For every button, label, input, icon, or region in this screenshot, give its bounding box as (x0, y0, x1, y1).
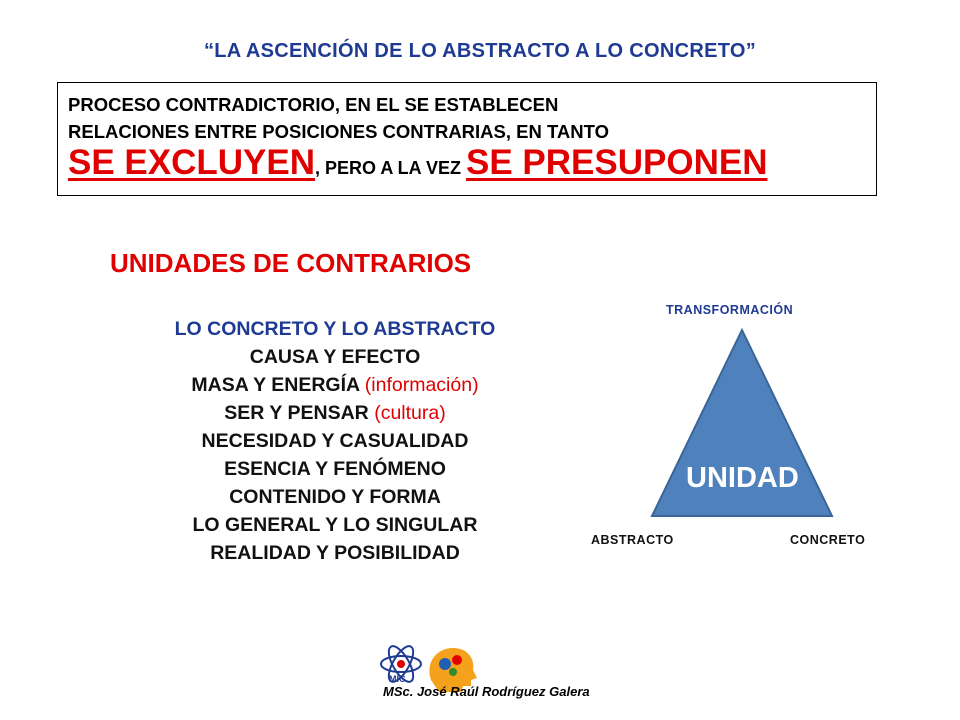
triangle-right-label: CONCRETO (790, 533, 866, 547)
pair-item (120, 371, 550, 399)
paren-close: ) (472, 374, 479, 396)
pair-item: REALIDAD Y POSIBILIDAD (210, 542, 460, 564)
connector-text: , PERO A LA VEZ (315, 158, 467, 178)
triangle-top-label: TRANSFORMACIÓN (666, 303, 794, 317)
paren-open: ( (374, 402, 381, 424)
se-excluyen-text: SE EXCLUYEN (68, 143, 315, 182)
se-presuponen-text: SE PRESUPONEN (466, 143, 768, 182)
pair-item-text: SER Y PENSAR (224, 402, 375, 424)
pair-item-extra: información (371, 374, 473, 396)
paren-open: ( (364, 374, 372, 396)
pair-item: LO CONCRETO Y LO ABSTRACTO (174, 318, 496, 340)
pair-item: NECESIDAD Y CASUALIDAD (201, 430, 469, 452)
paren-close: ) (439, 402, 446, 424)
slide-title: “LA ASCENCIÓN DE LO ABSTRACTO A LO CONCRETO” (203, 40, 757, 62)
author-caption: MSc. José Raúl Rodríguez Galera (383, 684, 590, 699)
pair-item-text: MASA Y ENERGÍA (191, 374, 365, 396)
definition-line-1: PROCESO CONTRADICTORIO, EN EL SE ESTABLECEN (68, 94, 559, 115)
definition-line-3 (68, 145, 876, 186)
triangle-left-label: ABSTRACTO (591, 533, 674, 547)
pair-item-extra: cultura (380, 402, 440, 424)
pair-item (120, 399, 550, 427)
pair-item: CAUSA Y EFECTO (249, 346, 421, 368)
definition-box (57, 82, 877, 196)
logo-text: MIC (389, 674, 406, 684)
pair-item: CONTENIDO Y FORMA (229, 486, 441, 508)
triangle-center-label: UNIDAD (686, 462, 799, 494)
contraries-list (120, 315, 550, 567)
pair-item: ESENCIA Y FENÓMENO (224, 458, 446, 480)
section-subtitle: UNIDADES DE CONTRARIOS (110, 248, 472, 278)
definition-line-2: RELACIONES ENTRE POSICIONES CONTRARIAS, EN TANTO (68, 121, 609, 142)
pair-item: LO GENERAL Y LO SINGULAR (192, 514, 478, 536)
